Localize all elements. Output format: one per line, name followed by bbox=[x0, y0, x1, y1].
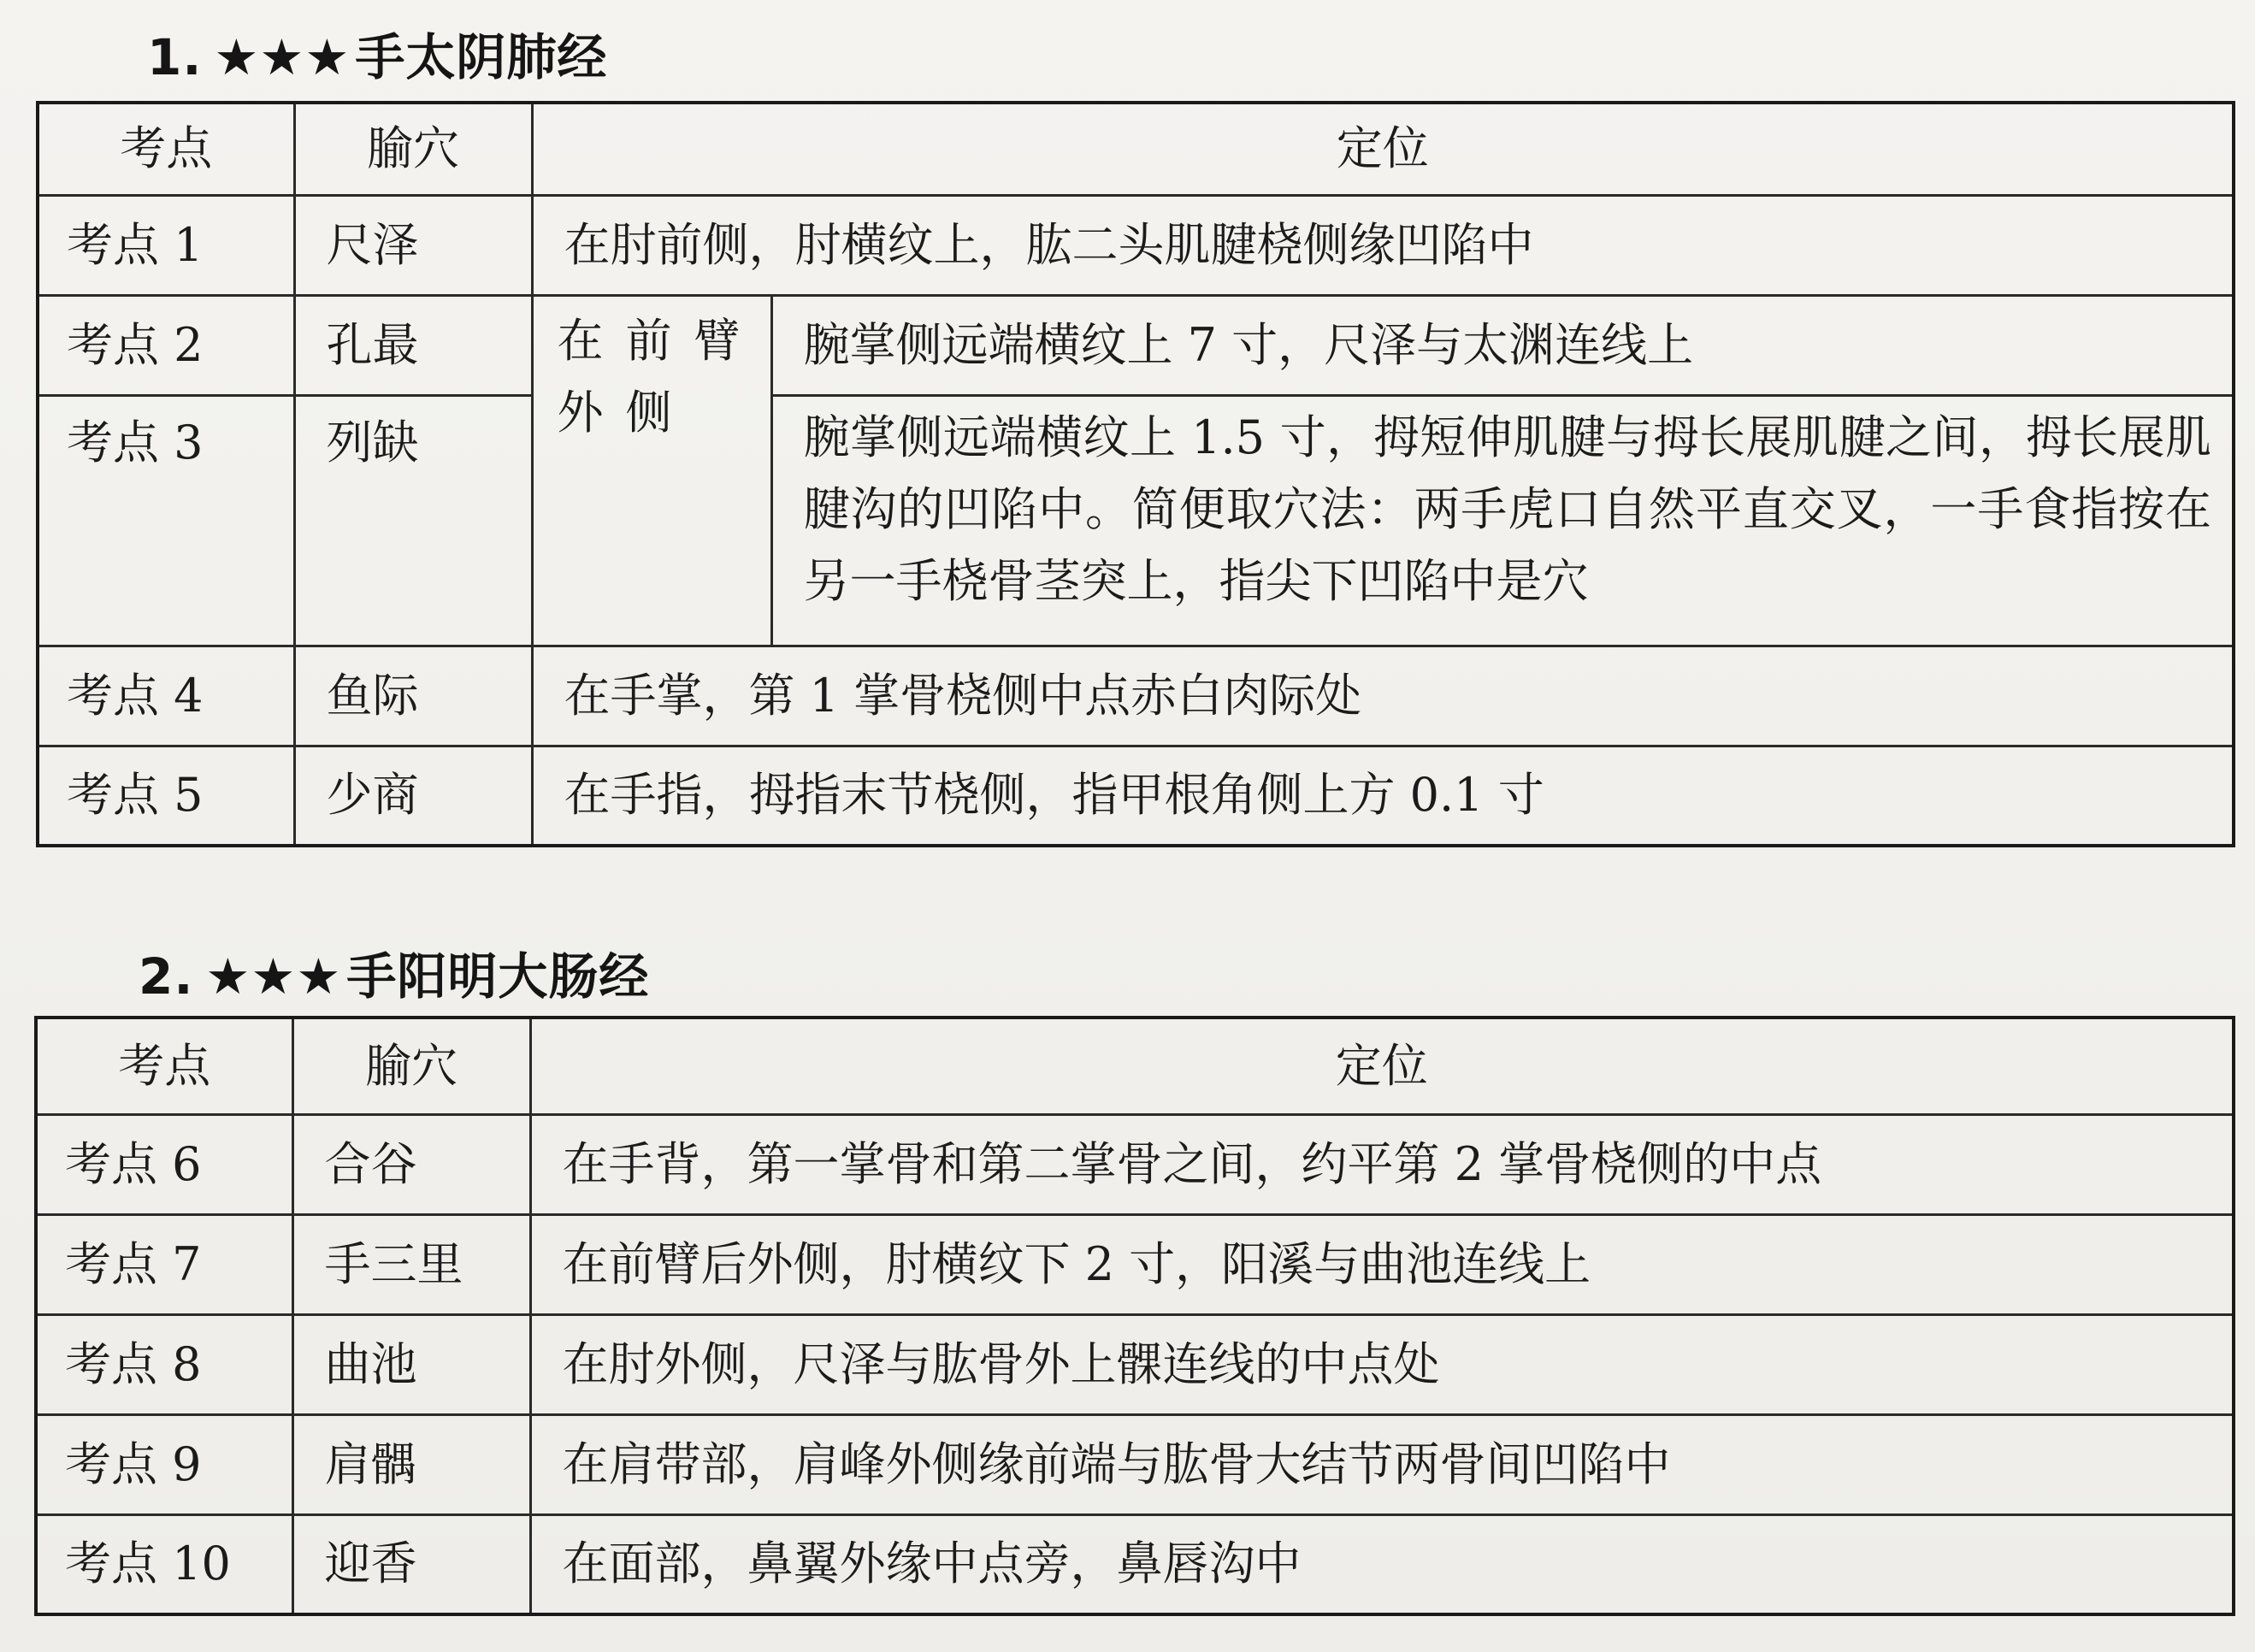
point-cell: 考点 9 bbox=[36, 1414, 292, 1514]
location-cell: 在肘前侧，肘横纹上，肱二头肌腱桡侧缘凹陷中 bbox=[532, 195, 2234, 295]
section-title-2 bbox=[139, 936, 649, 1008]
header-acupoint: 腧穴 bbox=[294, 103, 532, 195]
acupoint-cell: 列缺 bbox=[294, 395, 532, 646]
point-cell: 考点 3 bbox=[38, 395, 294, 646]
acupoint-cell: 鱼际 bbox=[294, 646, 532, 746]
section-title-1 bbox=[147, 17, 607, 89]
section-number: 2. bbox=[139, 947, 194, 1006]
header-location: 定位 bbox=[532, 103, 2234, 195]
header-point: 考点 bbox=[38, 103, 294, 195]
acupoint-cell: 孔最 bbox=[294, 295, 532, 395]
point-cell: 考点 5 bbox=[38, 746, 294, 846]
location-cell: 在手掌，第 1 掌骨桡侧中点赤白肉际处 bbox=[532, 646, 2234, 746]
point-cell: 考点 4 bbox=[38, 646, 294, 746]
acupoint-cell: 少商 bbox=[294, 746, 532, 846]
acupoint-cell: 手三里 bbox=[292, 1214, 530, 1314]
meridian-name: 手阳明大肠经 bbox=[346, 947, 650, 1006]
importance-stars: ★★★ bbox=[205, 947, 342, 1006]
lung-meridian-table bbox=[36, 101, 2235, 847]
location-cell: 在前臂后外侧，肘横纹下 2 寸，阳溪与曲池连线上 bbox=[530, 1214, 2234, 1314]
table-row bbox=[36, 1114, 2234, 1214]
table-row bbox=[38, 395, 2234, 646]
header-location: 定位 bbox=[530, 1018, 2234, 1114]
table-header-row bbox=[38, 103, 2234, 195]
location-cell: 在肘外侧，尺泽与肱骨外上髁连线的中点处 bbox=[530, 1314, 2234, 1414]
location-cell: 在手背，第一掌骨和第二掌骨之间，约平第 2 掌骨桡侧的中点 bbox=[530, 1114, 2234, 1214]
importance-stars: ★★★ bbox=[214, 28, 351, 86]
acupoint-cell: 迎香 bbox=[292, 1514, 530, 1614]
point-cell: 考点 7 bbox=[36, 1214, 292, 1314]
point-cell: 考点 1 bbox=[38, 195, 294, 295]
table-row bbox=[36, 1314, 2234, 1414]
acupoint-cell: 尺泽 bbox=[294, 195, 532, 295]
acupoint-cell: 肩髃 bbox=[292, 1414, 530, 1514]
point-cell: 考点 2 bbox=[38, 295, 294, 395]
table-row bbox=[36, 1214, 2234, 1314]
point-cell: 考点 10 bbox=[36, 1514, 292, 1614]
location-cell: 在肩带部，肩峰外侧缘前端与肱骨大结节两骨间凹陷中 bbox=[530, 1414, 2234, 1514]
point-cell: 考点 6 bbox=[36, 1114, 292, 1214]
table-row bbox=[38, 746, 2234, 846]
acupoint-cell: 曲池 bbox=[292, 1314, 530, 1414]
large-intestine-meridian-table bbox=[34, 1016, 2235, 1616]
region-cell: 在前臂外侧 bbox=[532, 295, 771, 646]
point-cell: 考点 8 bbox=[36, 1314, 292, 1414]
location-cell: 腕掌侧远端横纹上 1.5 寸，拇短伸肌腱与拇长展肌腱之间，拇长展肌腱沟的凹陷中。简便取穴法：两手虎口自然平直交叉，一手食指按在另一手桡骨茎突上，指尖下凹陷中是穴 bbox=[771, 395, 2234, 646]
location-cell: 腕掌侧远端横纹上 7 寸，尺泽与太渊连线上 bbox=[771, 295, 2234, 395]
header-point: 考点 bbox=[36, 1018, 292, 1114]
table-header-row bbox=[36, 1018, 2234, 1114]
table-row bbox=[38, 195, 2234, 295]
location-cell: 在面部，鼻翼外缘中点旁，鼻唇沟中 bbox=[530, 1514, 2234, 1614]
header-acupoint: 腧穴 bbox=[292, 1018, 530, 1114]
meridian-name: 手太阴肺经 bbox=[355, 28, 608, 86]
location-cell: 在手指，拇指末节桡侧，指甲根角侧上方 0.1 寸 bbox=[532, 746, 2234, 846]
table-row bbox=[36, 1514, 2234, 1614]
section-number: 1. bbox=[147, 28, 203, 86]
acupoint-cell: 合谷 bbox=[292, 1114, 530, 1214]
table-row bbox=[38, 295, 2234, 395]
table-row bbox=[38, 646, 2234, 746]
table-row bbox=[36, 1414, 2234, 1514]
